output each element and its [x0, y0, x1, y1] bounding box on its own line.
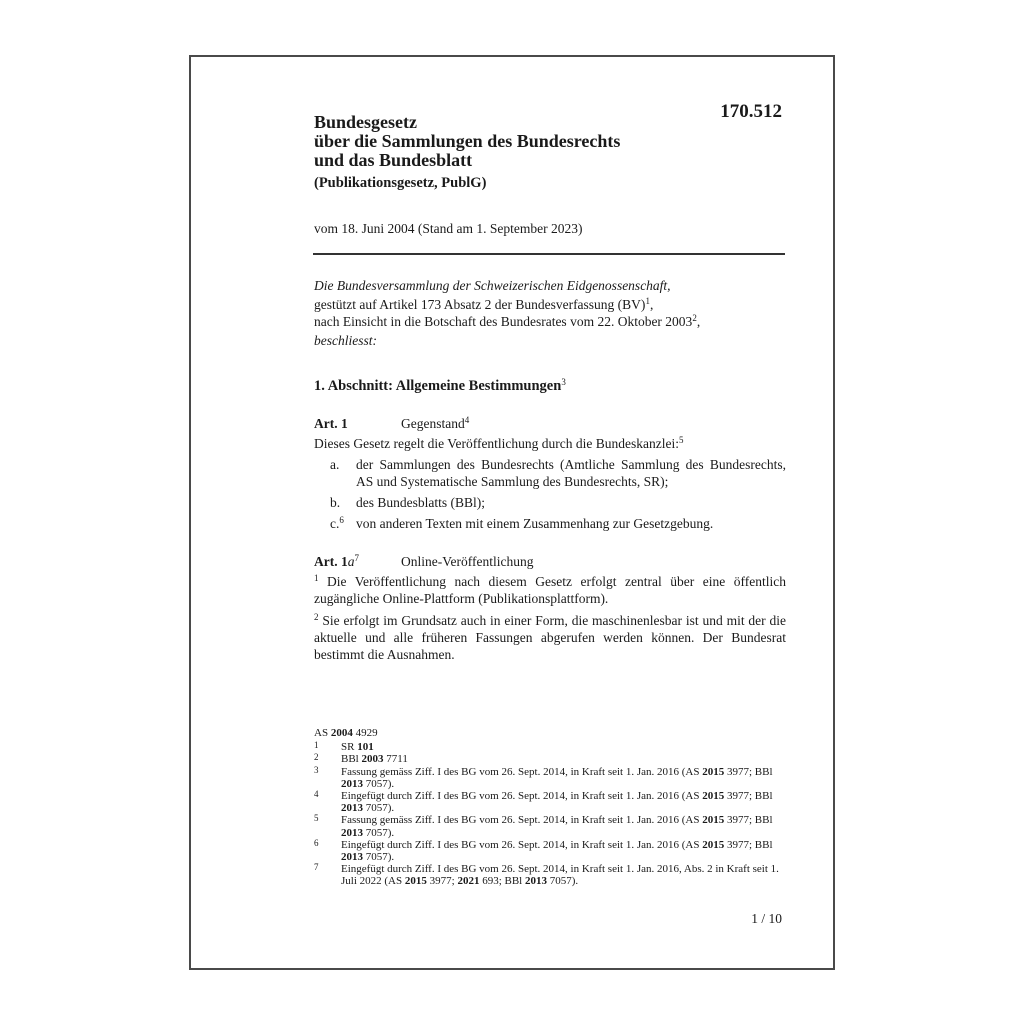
- page-number: 1 / 10: [751, 911, 782, 926]
- article-title: Online-Veröffentlichung: [401, 554, 534, 569]
- footnote-text: Eingefügt durch Ziff. I des BG vom 26. Sept. 2014, in Kraft seit 1. Jan. 2016 (AS 2015 3977; BBl 2013 7057).: [341, 790, 773, 815]
- footnote-number: 4: [314, 789, 319, 800]
- footnote-list: [314, 741, 794, 887]
- title-line: Bundesgesetz: [314, 112, 417, 132]
- footnote-text: SR 101: [341, 741, 374, 754]
- article-item-list: [314, 456, 786, 532]
- list-item-text: der Sammlungen des Bundesrechts (Amtliche Sammlung des Bundesrechts, AS und Systematische Sammlung des Bundesrechts, SR);: [356, 457, 786, 489]
- footnote: [314, 790, 794, 814]
- footnote-text: Fassung gemäss Ziff. I des BG vom 26. Sept. 2014, in Kraft seit 1. Jan. 2016 (AS 2015 3977; BBl 2013 7057).: [341, 765, 773, 790]
- article-header: [314, 553, 786, 573]
- sr-number: 170.512: [720, 101, 782, 122]
- footnote-ref[interactable]: 1: [645, 296, 650, 306]
- footnote-ref[interactable]: 7: [354, 553, 359, 563]
- article-title-text: Gegenstand: [401, 416, 465, 431]
- footnote-text: BBl 2003 7711: [341, 753, 408, 766]
- preamble-message-text: nach Einsicht in die Botschaft des Bundesrates vom 22. Oktober 2003: [314, 314, 693, 329]
- list-item-letter: b.: [330, 495, 341, 510]
- section-heading-text: 1. Abschnitt: Allgemeine Bestimmungen: [314, 378, 562, 394]
- article-number: Art. 1: [314, 416, 348, 431]
- list-item-text: des Bundesblatts (BBl);: [356, 495, 485, 510]
- article-number: Art. $1a^7$: [314, 553, 359, 569]
- footnote-ref[interactable]: 2: [692, 313, 697, 323]
- short-title: (Publikationsgesetz, PublG): [314, 175, 487, 191]
- footnote-number: 6: [314, 837, 319, 848]
- footnote: [314, 814, 794, 838]
- article-1a: [314, 553, 786, 668]
- footnote-ref[interactable]: 6: [339, 515, 344, 525]
- article-header: [314, 415, 786, 435]
- article-intro: [314, 435, 786, 452]
- footnote-text: Eingefügt durch Ziff. I des BG vom 26. Sept. 2014, in Kraft seit 1. Jan. 2016, Abs. 2 in Kraft seit 1. Juli 2022 (AS 2015 3977; 2021 693; BBl 2013 7057).: [341, 863, 779, 888]
- footnotes: [314, 727, 794, 888]
- footnote-text: Fassung gemäss Ziff. I des BG vom 26. Sept. 2014, in Kraft seit 1. Jan. 2016 (AS 2015 3977; BBl 2013 7057).: [341, 814, 773, 839]
- article-1: [314, 415, 786, 536]
- section-heading: [314, 377, 566, 395]
- footnote: [314, 753, 794, 765]
- document-page: [189, 55, 835, 970]
- footnote-ref[interactable]: 3: [561, 377, 566, 387]
- title-line: über die Sammlungen des Bundesrechts: [314, 131, 621, 151]
- preamble-resolves: beschliesst:: [314, 333, 377, 348]
- list-item: [314, 456, 786, 490]
- preamble: [314, 277, 786, 349]
- footnote-number: 3: [314, 764, 319, 775]
- footnote-ref[interactable]: 5: [679, 435, 684, 445]
- footnote-number: 5: [314, 813, 319, 824]
- paragraph-number: 1: [314, 573, 319, 583]
- date-line: vom 18. Juni 2004 (Stand am 1. September 2023): [314, 221, 583, 236]
- list-item-letter: a.: [330, 457, 340, 472]
- footnote-number: 1: [314, 740, 319, 751]
- footnote: [314, 741, 794, 753]
- article-paragraph: [314, 573, 786, 607]
- footnote: [314, 839, 794, 863]
- footnote: [314, 766, 794, 790]
- list-item: [314, 515, 786, 532]
- paragraph-text: Sie erfolgt im Grundsatz auch in einer Form, die maschinenlesbar ist und mit der die aktuelle und alle früheren Fassungen abgerufen werden können. Der Bundesrat bestimmt die Ausnahmen.: [314, 613, 786, 662]
- paragraph-text: Die Veröffentlichung nach diesem Gesetz erfolgt zentral über eine öffentlich zugängliche Online-Plattform (Publikationsplattform).: [314, 574, 786, 606]
- paragraph-number: 2: [314, 612, 319, 622]
- preamble-basis: [314, 296, 786, 313]
- list-item-letter: c.$^6$: [330, 515, 344, 531]
- article-paragraph: [314, 612, 786, 663]
- preamble-basis-text: gestützt auf Artikel 173 Absatz 2 der Bundesverfassung (BV): [314, 297, 646, 312]
- title-divider: [313, 253, 785, 255]
- article-intro-text: Dieses Gesetz regelt die Veröffentlichung durch die Bundeskanzlei:: [314, 436, 680, 451]
- list-item: [314, 494, 786, 511]
- preamble-assembly: Die Bundesversammlung der Schweizerischen Eidgenossenschaft,: [314, 278, 671, 293]
- footnote: [314, 863, 794, 887]
- list-item-text: von anderen Texten mit einem Zusammenhang zur Gesetzgebung.: [356, 516, 714, 531]
- article-title: [401, 415, 469, 432]
- punctuation: ,: [649, 297, 654, 312]
- footnote-text: Eingefügt durch Ziff. I des BG vom 26. Sept. 2014, in Kraft seit 1. Jan. 2016 (AS 2015 3977; BBl 2013 7057).: [341, 838, 773, 864]
- title-line: und das Bundesblatt: [314, 150, 473, 170]
- footnote-ref[interactable]: 4: [464, 415, 470, 425]
- footnote-number: 2: [314, 752, 319, 763]
- official-collection-reference: AS 2004 4929: [314, 727, 378, 739]
- footnote-number: 7: [314, 862, 319, 873]
- preamble-message: [314, 313, 786, 330]
- punctuation: ,: [696, 314, 701, 329]
- law-title: [314, 113, 734, 170]
